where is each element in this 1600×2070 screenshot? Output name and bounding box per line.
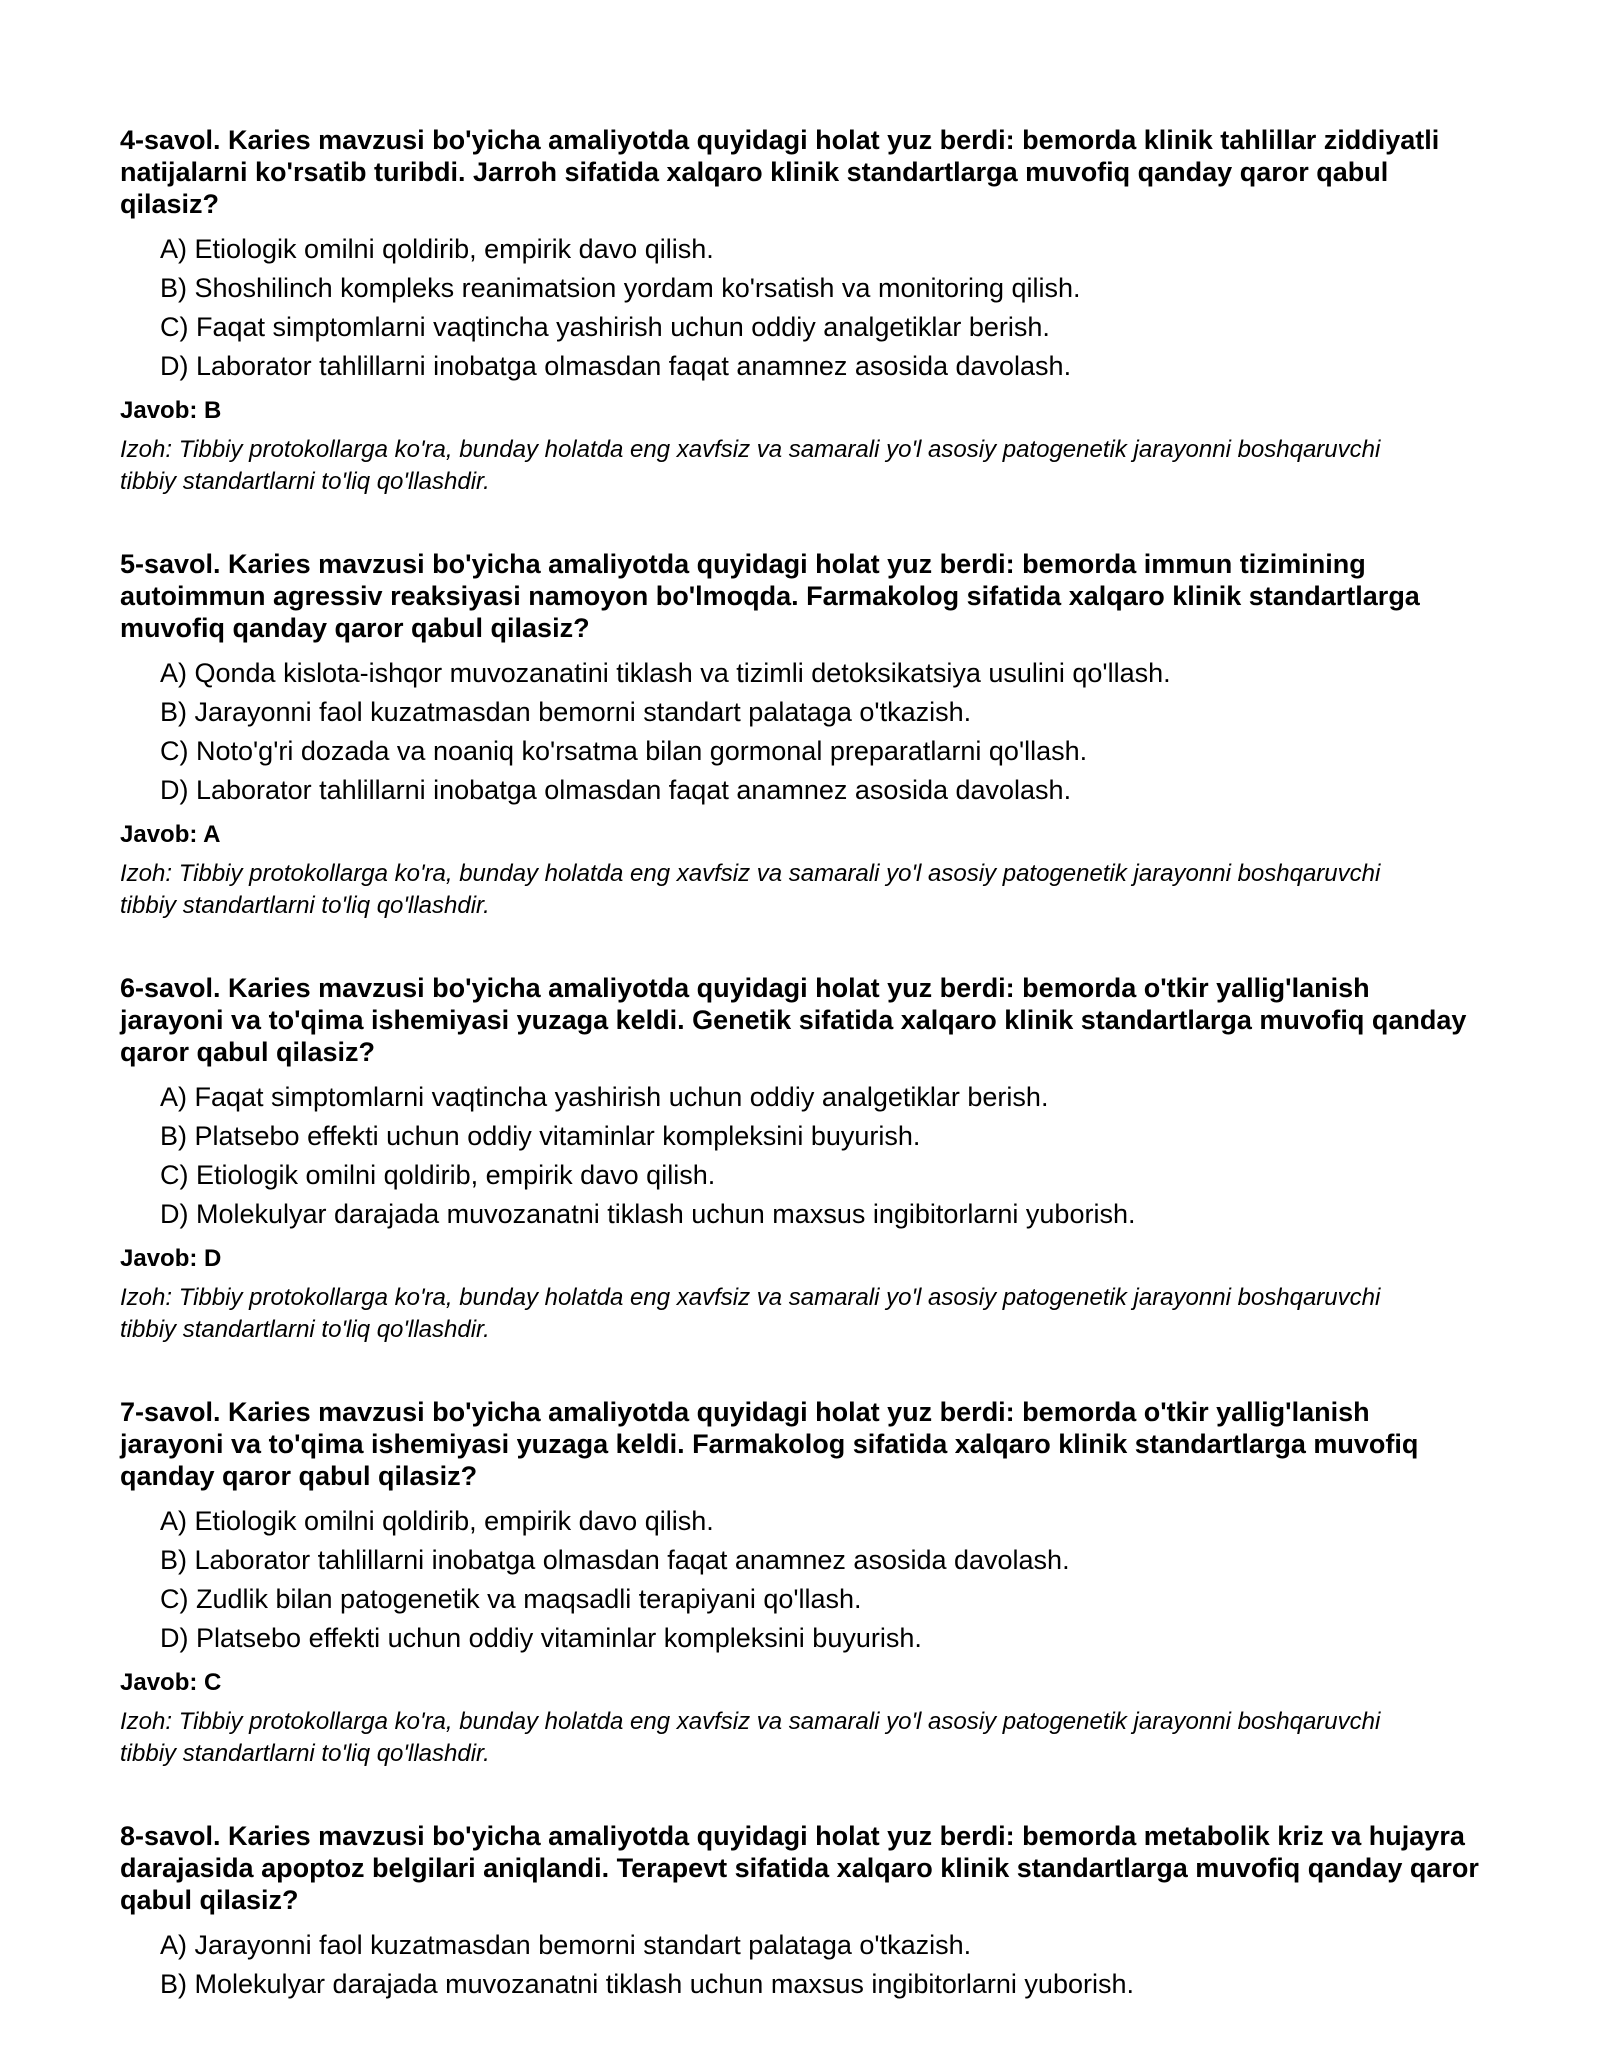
- option-a: A) Faqat simptomlarni vaqtincha yashirish uchun oddiy analgetiklar berish.: [160, 1082, 1049, 1112]
- options-list: [120, 1078, 1480, 1234]
- option-d: D) Laborator tahlillarni inobatga olmasdan faqat anamnez asosida davolash.: [160, 351, 1072, 381]
- option-b: B) Molekulyar darajada muvozanatni tiklash uchun maxsus ingibitorlarni yuborish.: [160, 1969, 1134, 1999]
- option-b: B) Jarayonni faol kuzatmasdan bemorni standart palataga o'tkazish.: [160, 697, 972, 727]
- explanation-note: Izoh: Tibbiy protokollarga ko'ra, bunday holatda eng xavfsiz va samarali yo'l asosiy patogenetik jarayonni boshqaruvchi tibbiy standartlarni to'liq qo'llashdir.: [120, 436, 1381, 495]
- question-5: [120, 548, 1480, 922]
- option-c: C) Etiologik omilni qoldirib, empirik davo qilish.: [160, 1160, 716, 1190]
- option-b: B) Laborator tahlillarni inobatga olmasdan faqat anamnez asosida davolash.: [160, 1545, 1070, 1575]
- option-b: B) Shoshilinch kompleks reanimatsion yordam ko'rsatish va monitoring qilish.: [160, 273, 1081, 303]
- option-c: C) Faqat simptomlarni vaqtincha yashirish uchun oddiy analgetiklar berish.: [160, 312, 1050, 342]
- question-text: 8-savol. Karies mavzusi bo'yicha amaliyotda quyidagi holat yuz berdi: bemorda metabolik kriz va hujayra darajasida apoptoz belgilari aniqlandi. Terapevt sifatida xalqaro klinik standartlarga muvofiq qanday qaror qabul qilasiz?: [120, 1821, 1479, 1915]
- options-list: [120, 654, 1480, 810]
- explanation-note: Izoh: Tibbiy protokollarga ko'ra, bunday holatda eng xavfsiz va samarali yo'l asosiy patogenetik jarayonni boshqaruvchi tibbiy standartlarni to'liq qo'llashdir.: [120, 1284, 1381, 1343]
- question-6: [120, 972, 1480, 1346]
- option-b: B) Platsebo effekti uchun oddiy vitaminlar kompleksini buyurish.: [160, 1121, 921, 1151]
- question-text: 4-savol. Karies mavzusi bo'yicha amaliyotda quyidagi holat yuz berdi: bemorda klinik tahlillar ziddiyatli natijalarni ko'rsatib turibdi. Jarroh sifatida xalqaro klinik standartlarga muvofiq qanday qaror qabul qilasiz?: [120, 125, 1440, 219]
- option-d: D) Molekulyar darajada muvozanatni tiklash uchun maxsus ingibitorlarni yuborish.: [160, 1199, 1136, 1229]
- question-8: [120, 1820, 1480, 2004]
- answer-label: Javob: B: [120, 397, 222, 424]
- option-a: A) Qonda kislota-ishqor muvozanatini tiklash va tizimli detoksikatsiya usulini qo'llash.: [160, 658, 1171, 688]
- option-a: A) Etiologik omilni qoldirib, empirik davo qilish.: [160, 1506, 714, 1536]
- explanation-note: Izoh: Tibbiy protokollarga ko'ra, bunday holatda eng xavfsiz va samarali yo'l asosiy patogenetik jarayonni boshqaruvchi tibbiy standartlarni to'liq qo'llashdir.: [120, 1708, 1381, 1767]
- question-7: [120, 1396, 1480, 1770]
- question-text: 7-savol. Karies mavzusi bo'yicha amaliyotda quyidagi holat yuz berdi: bemorda o'tkir yallig'lanish jarayoni va to'qima ishemiyasi yuzaga keldi. Farmakolog sifatida xalqaro klinik standartlarga muvofiq qanday qaror qabul qilasiz?: [120, 1397, 1419, 1491]
- explanation-note: Izoh: Tibbiy protokollarga ko'ra, bunday holatda eng xavfsiz va samarali yo'l asosiy patogenetik jarayonni boshqaruvchi tibbiy standartlarni to'liq qo'llashdir.: [120, 860, 1381, 919]
- question-4: [120, 124, 1480, 498]
- question-text: 6-savol. Karies mavzusi bo'yicha amaliyotda quyidagi holat yuz berdi: bemorda o'tkir yallig'lanish jarayoni va to'qima ishemiyasi yuzaga keldi. Genetik sifatida xalqaro klinik standartlarga muvofiq qanday qaror qabul qilasiz?: [120, 973, 1467, 1067]
- answer-label: Javob: D: [120, 1245, 222, 1272]
- option-d: D) Platsebo effekti uchun oddiy vitaminlar kompleksini buyurish.: [160, 1623, 922, 1653]
- option-a: A) Etiologik omilni qoldirib, empirik davo qilish.: [160, 234, 714, 264]
- options-list: [120, 230, 1480, 386]
- answer-label: Javob: C: [120, 1669, 222, 1696]
- options-list: [120, 1502, 1480, 1658]
- question-text: 5-savol. Karies mavzusi bo'yicha amaliyotda quyidagi holat yuz berdi: bemorda immun tizimining autoimmun agressiv reaksiyasi namoyon bo'lmoqda. Farmakolog sifatida xalqaro klinik standartlarga muvofiq qanday qaror qabul qilasiz?: [120, 549, 1420, 643]
- options-list: [120, 1926, 1480, 2004]
- option-d: D) Laborator tahlillarni inobatga olmasdan faqat anamnez asosida davolash.: [160, 775, 1072, 805]
- option-c: C) Noto'g'ri dozada va noaniq ko'rsatma bilan gormonal preparatlarni qo'llash.: [160, 736, 1088, 766]
- answer-label: Javob: A: [120, 821, 221, 848]
- option-c: C) Zudlik bilan patogenetik va maqsadli terapiyani qo'llash.: [160, 1584, 862, 1614]
- option-a: A) Jarayonni faol kuzatmasdan bemorni standart palataga o'tkazish.: [160, 1930, 972, 1960]
